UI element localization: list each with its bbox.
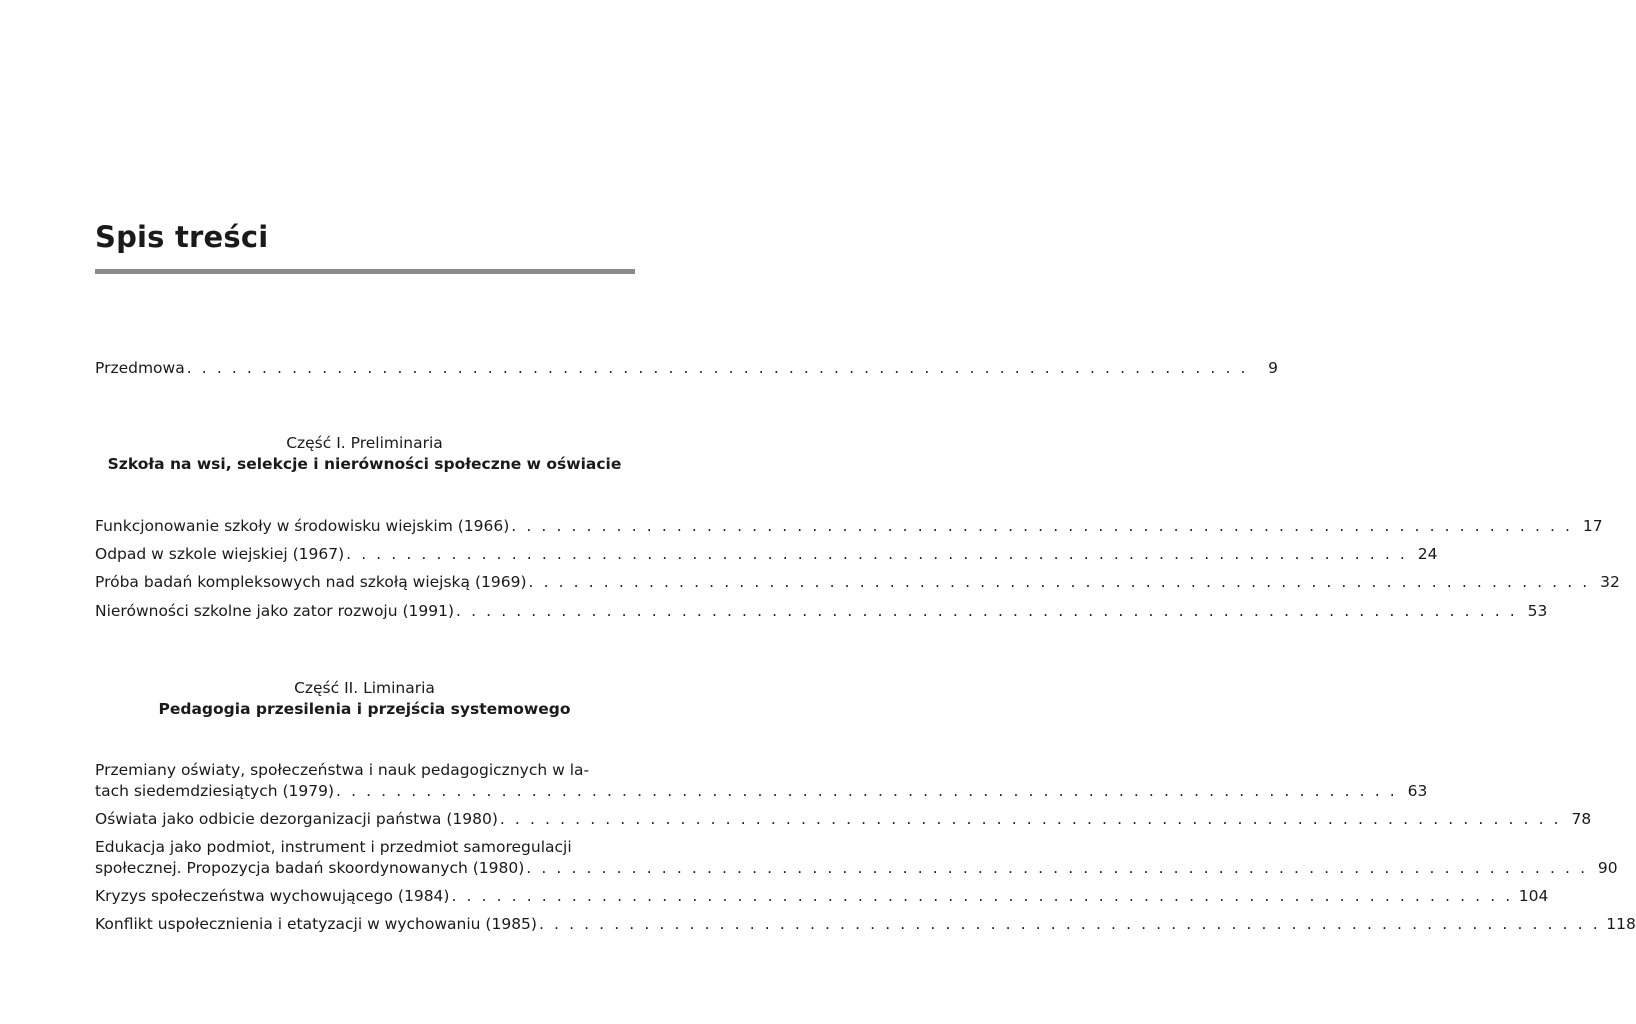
part-subtitle: Pedagogia przesilenia i przejścia systemowego [158, 700, 571, 718]
toc-entry-title: Próba badań kompleksowych nad szkołą wiejską (1969) [95, 573, 527, 591]
dot-leader: . . . . . . . . . . . . . . . . . . . . . . . . . . . . . . . . . . . . . . . . . . . . . . . . . . . . . . . . . . . . . . . . . . . . . . . [451, 887, 1513, 905]
dot-leader: . . . . . . . . . . . . . . . . . . . . . . . . . . . . . . . . . . . . . . . . . . . . . . . . . . . . . . . . . . . . . . . . . . . . . . . [456, 602, 1518, 620]
toc-entry [95, 837, 1618, 879]
toc-entry [95, 544, 1438, 565]
toc-page-number: 118 [1606, 915, 1636, 933]
dot-leader: . . . . . . . . . . . . . . . . . . . . . . . . . . . . . . . . . . . . . . . . . . . . . . . . . . . . . . . . . . . . . . . . . . . . . . . [499, 810, 1562, 828]
dot-leader: . . . . . . . . . . . . . . . . . . . . . . . . . . . . . . . . . . . . . . . . . . . . . . . . . . . . . . . . . . . . . . . . . . . . . . . [186, 359, 1249, 377]
toc-page-number: 32 [1600, 573, 1620, 591]
toc-page-number: 63 [1407, 782, 1428, 800]
toc-page-number: 53 [1527, 602, 1548, 620]
dot-leader: . . . . . . . . . . . . . . . . . . . . . . . . . . . . . . . . . . . . . . . . . . . . . . . . . . . . . . . . . . . . . . . . . . . . . . . [538, 915, 1601, 933]
dot-leader: . . . . . . . . . . . . . . . . . . . . . . . . . . . . . . . . . . . . . . . . . . . . . . . . . . . . . . . . . . . . . . . . . . . . . . . [526, 859, 1588, 877]
toc-entry-title: Kryzys społeczeństwa wychowującego (1984) [95, 887, 450, 905]
toc-entry [95, 914, 1636, 935]
toc-page-number: 78 [1571, 810, 1592, 828]
toc-entry [95, 601, 1548, 622]
part-subtitle: Szkoła na wsi, selekcje i nierówności społeczne w oświacie [107, 455, 622, 473]
toc-entry [95, 516, 1603, 537]
toc-entry [95, 760, 1428, 802]
toc-entry [95, 809, 1592, 830]
toc-page-number: 24 [1417, 545, 1438, 563]
toc-entry-title-line1: Edukacja jako podmiot, instrument i przedmiot samoregulacji [95, 838, 572, 856]
part-heading-2 [95, 678, 634, 720]
toc-entry-title: Nierówności szkolne jako zator rozwoju (1991) [95, 602, 455, 620]
dot-leader: . . . . . . . . . . . . . . . . . . . . . . . . . . . . . . . . . . . . . . . . . . . . . . . . . . . . . . . . . . . . . . . . . . . . . . . [346, 545, 1408, 563]
part-heading-1 [95, 433, 634, 475]
toc-entry-title: tach siedemdziesiątych (1979) [95, 782, 335, 800]
dot-leader: . . . . . . . . . . . . . . . . . . . . . . . . . . . . . . . . . . . . . . . . . . . . . . . . . . . . . . . . . . . . . . . . . . . . . . . [528, 573, 1590, 591]
toc-entry-title: Oświata jako odbicie dezorganizacji państwa (1980) [95, 810, 498, 828]
part-label: Część I. Preliminaria [286, 434, 443, 452]
toc-entry [95, 572, 1620, 593]
toc-page-number: 104 [1518, 887, 1549, 905]
dot-leader: . . . . . . . . . . . . . . . . . . . . . . . . . . . . . . . . . . . . . . . . . . . . . . . . . . . . . . . . . . . . . . . . . . . . . . . [336, 782, 1398, 800]
toc-entry [95, 886, 1549, 907]
toc-entry-title: Przedmowa [95, 359, 185, 377]
toc-page-number: 9 [1268, 359, 1279, 377]
dot-leader: . . . . . . . . . . . . . . . . . . . . . . . . . . . . . . . . . . . . . . . . . . . . . . . . . . . . . . . . . . . . . . . . . . . . . . . [511, 517, 1573, 535]
title-rule [95, 269, 635, 274]
toc-entry-title: Odpad w szkole wiejskiej (1967) [95, 545, 345, 563]
toc-entry-title: Konflikt uspołecznienia i etatyzacji w wychowaniu (1985) [95, 915, 537, 933]
part-label: Część II. Liminaria [294, 679, 435, 697]
toc-entry-preface [95, 358, 1279, 379]
toc-entry-title-line1: Przemiany oświaty, społeczeństwa i nauk pedagogicznych w la- [95, 761, 590, 779]
toc-entry-title: Funkcjonowanie szkoły w środowisku wiejskim (1966) [95, 517, 510, 535]
toc-page-number: 17 [1582, 517, 1603, 535]
page-title: Spis treści [95, 220, 269, 254]
toc-page-number: 90 [1597, 859, 1618, 877]
toc-entry-title: społecznej. Propozycja badań skoordynowanych (1980) [95, 859, 525, 877]
